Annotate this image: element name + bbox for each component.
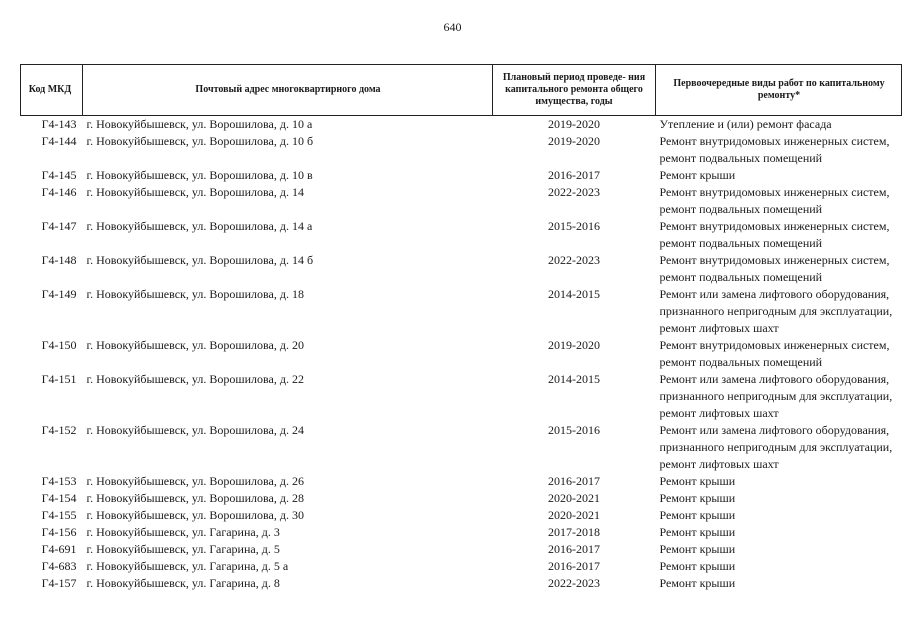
cell-code: Г4-147 (41, 219, 77, 233)
cell-works (656, 133, 902, 167)
works-line: Ремонт внутридомовых инженерных систем, (659, 134, 890, 148)
table-row (21, 167, 902, 184)
cell-works (656, 541, 902, 558)
cell-address: г. Новокуйбышевск, ул. Ворошилова, д. 24 (86, 423, 304, 437)
cell-works (656, 337, 902, 371)
cell-address: г. Новокуйбышевск, ул. Ворошилова, д. 30 (86, 508, 304, 522)
works-line: Ремонт внутридомовых инженерных систем, (659, 253, 890, 267)
works-line: Утепление и (или) ремонт фасада (659, 117, 832, 131)
table-row (21, 218, 902, 252)
works-line: Ремонт крыши (659, 168, 736, 182)
cell-works (656, 184, 902, 218)
cell-period: 2020-2021 (548, 508, 600, 522)
cell-address: г. Новокуйбышевск, ул. Ворошилова, д. 14 а (86, 219, 313, 233)
cell-works (656, 116, 902, 134)
cell-code: Г4-154 (41, 491, 77, 505)
works-line: Ремонт внутридомовых инженерных систем, (659, 338, 890, 352)
cell-works (656, 167, 902, 184)
cell-period: 2022-2023 (548, 185, 600, 199)
works-line: ремонт лифтовых шахт (659, 321, 779, 335)
cell-address: г. Новокуйбышевск, ул. Гагарина, д. 3 (86, 525, 280, 539)
cell-code: Г4-150 (41, 338, 77, 352)
cell-address: г. Новокуйбышевск, ул. Ворошилова, д. 20 (86, 338, 304, 352)
works-line: Ремонт крыши (659, 491, 736, 505)
cell-period: 2016-2017 (548, 542, 600, 556)
cell-address: г. Новокуйбышевск, ул. Ворошилова, д. 10 в (86, 168, 313, 182)
cell-code: Г4-683 (41, 559, 77, 573)
cell-works (656, 490, 902, 507)
cell-code: Г4-152 (41, 423, 77, 437)
cell-period: 2019-2020 (548, 338, 600, 352)
cell-period: 2015-2016 (548, 219, 600, 233)
cell-address: г. Новокуйбышевск, ул. Гагарина, д. 5 а (86, 559, 289, 573)
cell-address: г. Новокуйбышевск, ул. Ворошилова, д. 26 (86, 474, 304, 488)
works-line: Ремонт крыши (659, 542, 736, 556)
capital-repair-table (20, 64, 902, 592)
works-line: ремонт лифтовых шахт (659, 457, 779, 471)
cell-works (656, 371, 902, 422)
table-row (21, 252, 902, 286)
cell-address: г. Новокуйбышевск, ул. Гагарина, д. 5 (86, 542, 280, 556)
cell-code: Г4-153 (41, 474, 77, 488)
cell-address: г. Новокуйбышевск, ул. Ворошилова, д. 22 (86, 372, 304, 386)
works-line: Ремонт внутридомовых инженерных систем, (659, 185, 890, 199)
cell-period: 2020-2021 (548, 491, 600, 505)
header-code: Код МКД (21, 65, 83, 116)
cell-code: Г4-156 (41, 525, 77, 539)
cell-code: Г4-145 (41, 168, 77, 182)
header-address: Почтовый адрес многоквартирного дома (83, 65, 493, 116)
works-line: Ремонт или замена лифтового оборудования, (659, 423, 890, 437)
works-line: Ремонт внутридомовых инженерных систем, (659, 219, 890, 233)
cell-period: 2019-2020 (548, 134, 600, 148)
cell-works (656, 218, 902, 252)
cell-address: г. Новокуйбышевск, ул. Ворошилова, д. 10 а (86, 117, 313, 131)
table-row (21, 575, 902, 592)
cell-works (656, 524, 902, 541)
works-line: ремонт лифтовых шахт (659, 406, 779, 420)
cell-address: г. Новокуйбышевск, ул. Ворошилова, д. 28 (86, 491, 304, 505)
table-row (21, 473, 902, 490)
cell-code: Г4-151 (41, 372, 77, 386)
table-row (21, 133, 902, 167)
cell-code: Г4-144 (41, 134, 77, 148)
cell-works (656, 422, 902, 473)
cell-address: г. Новокуйбышевск, ул. Ворошилова, д. 14 (86, 185, 304, 199)
table-row (21, 371, 902, 422)
works-line: признанного непригодным для эксплуатации, (659, 440, 893, 454)
works-line: признанного непригодным для эксплуатации, (659, 304, 893, 318)
cell-address: г. Новокуйбышевск, ул. Ворошилова, д. 14 б (86, 253, 314, 267)
cell-works (656, 286, 902, 337)
cell-code: Г4-691 (41, 542, 77, 556)
cell-period: 2017-2018 (548, 525, 600, 539)
works-line: ремонт подвальных помещений (659, 236, 823, 250)
works-line: признанного непригодным для эксплуатации, (659, 389, 893, 403)
table-row (21, 337, 902, 371)
works-line: Ремонт крыши (659, 525, 736, 539)
cell-period: 2019-2020 (548, 117, 600, 131)
cell-period: 2022-2023 (548, 576, 600, 590)
cell-code: Г4-143 (41, 117, 77, 131)
cell-period: 2016-2017 (548, 474, 600, 488)
cell-code: Г4-157 (41, 576, 77, 590)
works-line: Ремонт или замена лифтового оборудования, (659, 287, 890, 301)
cell-address: г. Новокуйбышевск, ул. Ворошилова, д. 10 б (86, 134, 314, 148)
works-line: ремонт подвальных помещений (659, 151, 823, 165)
works-line: ремонт подвальных помещений (659, 355, 823, 369)
cell-code: Г4-155 (41, 508, 77, 522)
header-works: Первоочередные виды работ по капитальному ремонту* (656, 65, 902, 116)
cell-period: 2022-2023 (548, 253, 600, 267)
cell-works (656, 252, 902, 286)
cell-works (656, 473, 902, 490)
table-row (21, 490, 902, 507)
works-line: Ремонт крыши (659, 474, 736, 488)
cell-address: г. Новокуйбышевск, ул. Гагарина, д. 8 (86, 576, 280, 590)
header-row (21, 65, 902, 116)
table-row (21, 116, 902, 134)
table-row (21, 558, 902, 575)
works-line: Ремонт крыши (659, 508, 736, 522)
cell-period: 2016-2017 (548, 559, 600, 573)
cell-works (656, 507, 902, 524)
cell-period: 2016-2017 (548, 168, 600, 182)
table-row (21, 524, 902, 541)
table-body (21, 116, 902, 593)
cell-period: 2015-2016 (548, 423, 600, 437)
cell-period: 2014-2015 (548, 372, 600, 386)
cell-works (656, 575, 902, 592)
cell-code: Г4-149 (41, 287, 77, 301)
cell-address: г. Новокуйбышевск, ул. Ворошилова, д. 18 (86, 287, 304, 301)
table-row (21, 422, 902, 473)
cell-period: 2014-2015 (548, 287, 600, 301)
works-line: Ремонт крыши (659, 559, 736, 573)
header-period: Плановый период проведе- ния капитального ремонта общего имущества, годы (493, 65, 656, 116)
page-number: 640 (443, 20, 462, 34)
table-row (21, 184, 902, 218)
works-line: ремонт подвальных помещений (659, 202, 823, 216)
table-row (21, 286, 902, 337)
cell-code: Г4-148 (41, 253, 77, 267)
works-line: Ремонт или замена лифтового оборудования, (659, 372, 890, 386)
cell-code: Г4-146 (41, 185, 77, 199)
table-row (21, 541, 902, 558)
table-header (21, 65, 902, 116)
table-row (21, 507, 902, 524)
works-line: Ремонт крыши (659, 576, 736, 590)
works-line: ремонт подвальных помещений (659, 270, 823, 284)
cell-works (656, 558, 902, 575)
